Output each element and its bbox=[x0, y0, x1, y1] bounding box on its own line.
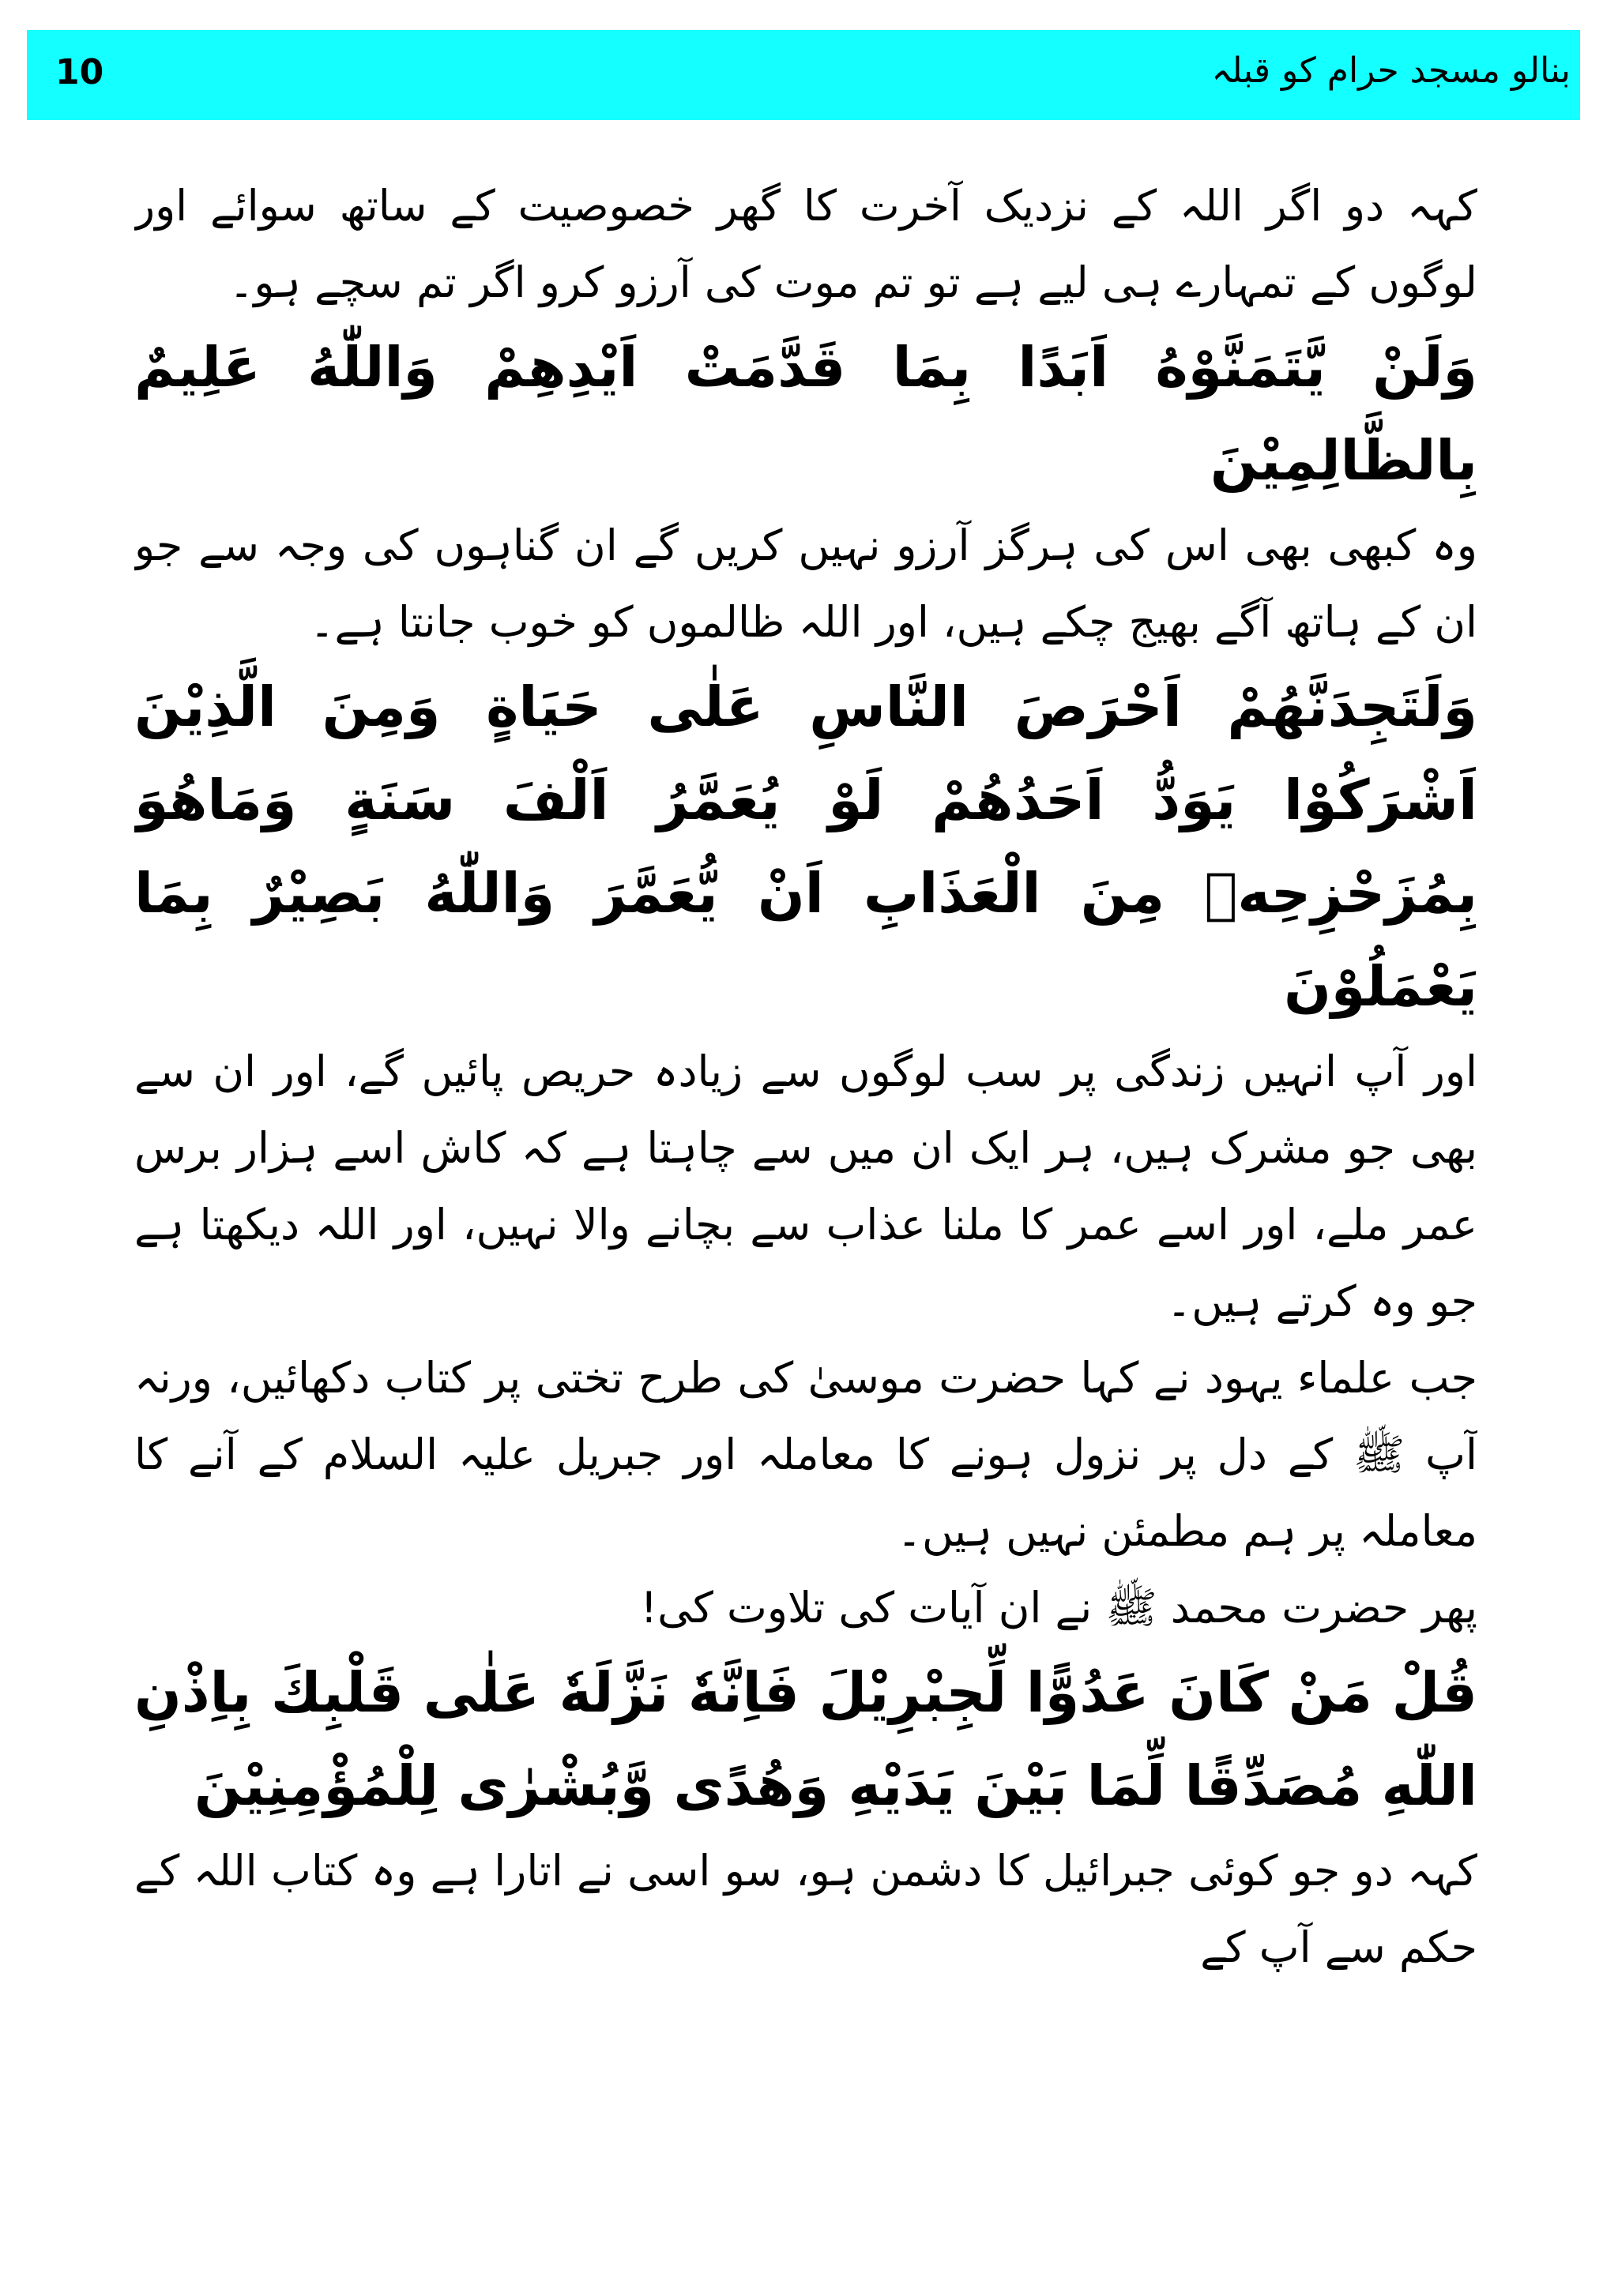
arabic-ayah-verse: قُلْ مَنْ كَانَ عَدُوًّا لِّجِبْرِيْلَ فَاِنَّهٗ نَزَّلَهٗ عَلٰى قَلْبِكَ بِاِذْنِ اللّٰهِ مُصَدِّقًا لِّمَا بَيْنَ يَدَيْهِ وَهُدًى وَّبُشْرٰى لِلْمُؤْمِنِيْنَ bbox=[134, 1660, 1477, 1818]
urdu-translation-paragraph: کہہ دو اگر اللہ کے نزدیک آخرت کا گھر خصوصیت کے ساتھ سوائے اور لوگوں کے تمہارے ہی لیے ہے تو تم موت کی آرزو کرو اگر تم سچے ہو۔ bbox=[134, 181, 1477, 307]
urdu-translation-paragraph: اور آپ انہیں زندگی پر سب لوگوں سے زیادہ حریص پائیں گے، اور ان سے بھی جو مشرک ہیں، ہر ایک ان میں سے چاہتا ہے کہ کاش اسے ہزار برس عمر ملے، اور اسے عمر کا ملنا عذاب سے بچانے والا نہیں، اور اللہ دیکھتا ہے جو وہ کرتے ہیں۔ bbox=[134, 1047, 1477, 1326]
urdu-narration-paragraph: پھر حضرت محمد ﷺ نے ان آیات کی تلاوت کی! bbox=[640, 1583, 1477, 1633]
page-number: 10 bbox=[55, 52, 104, 92]
arabic-ayah-verse: وَلَتَجِدَنَّهُمْ اَحْرَصَ النَّاسِ عَلٰى حَيَاةٍ وَمِنَ الَّذِيْنَ اَشْرَكُوْا يَوَدُّ اَحَدُهُمْ لَوْ يُعَمَّرُ اَلْفَ سَنَةٍ وَمَاهُوَ بِمُزَحْزِحِهٖ مِنَ الْعَذَابِ اَنْ يُّعَمَّرَ وَاللّٰهُ بَصِيْرٌ بِمَا يَعْمَلُوْنَ bbox=[134, 675, 1477, 1019]
page-content bbox=[134, 167, 1477, 2237]
page-header-bar bbox=[27, 30, 1580, 120]
arabic-ayah-verse: وَلَنْ يَّتَمَنَّوْهُ اَبَدًا بِمَا قَدَّمَتْ اَيْدِهِمْ وَاللّٰهُ عَلِيمٌ بِالظَّالِمِيْنَ bbox=[134, 335, 1477, 493]
urdu-translation-paragraph: وہ کبھی بھی اس کی ہرگز آرزو نہیں کریں گے ان گناہوں کی وجہ سے جو ان کے ہاتھ آگے بھیج چکے ہیں، اور اللہ ظالموں کو خوب جانتا ہے۔ bbox=[134, 520, 1477, 647]
urdu-translation-paragraph: کہہ دو جو کوئی جبرائیل کا دشمن ہو، سو اسی نے اتارا ہے وہ کتاب اللہ کے حکم سے آپ کے bbox=[134, 1846, 1477, 1972]
urdu-narration-paragraph: جب علماء یہود نے کہا حضرت موسیٰ کی طرح تختی پر کتاب دکھائیں، ورنہ آپ ﷺ کے دل پر نزول ہونے کا معاملہ اور جبریل علیہ السلام کے آنے کا معاملہ پر ہم مطمئن نہیں ہیں۔ bbox=[134, 1353, 1477, 1556]
chapter-title: بنالو مسجد حرام کو قبلہ bbox=[1211, 51, 1571, 91]
